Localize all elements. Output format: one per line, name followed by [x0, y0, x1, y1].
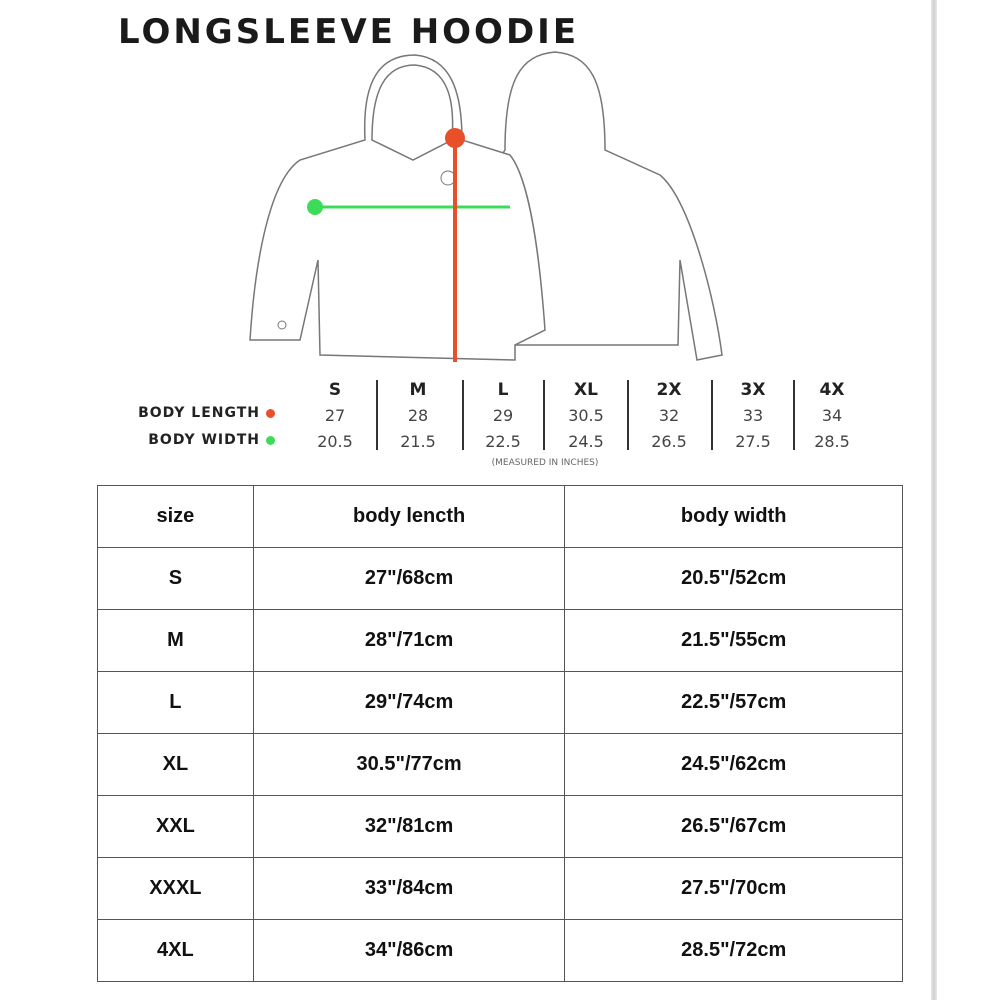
divider [543, 380, 545, 450]
size-header: 4X [819, 380, 845, 400]
page-title: LONGSLEEVE HOODIE [118, 12, 580, 52]
header-body-length: body lencth [253, 486, 565, 548]
table-row [98, 672, 903, 734]
table-row [98, 920, 903, 982]
width-cell: 26.5"/67cm [565, 796, 903, 858]
length-value: 32 [658, 406, 680, 425]
length-cell: 27"/68cm [253, 548, 565, 610]
green-dot-icon [266, 436, 275, 445]
table-row [98, 858, 903, 920]
size-header: L [497, 380, 509, 400]
width-cell: 20.5"/52cm [565, 548, 903, 610]
length-value: 30.5 [568, 406, 604, 425]
table-row [98, 548, 903, 610]
length-cell: 29"/74cm [253, 672, 565, 734]
size-cell: 4XL [98, 920, 254, 982]
size-cell: L [98, 672, 254, 734]
body-width-marker [307, 199, 323, 215]
length-cell: 30.5"/77cm [253, 734, 565, 796]
length-value: 27 [324, 406, 346, 425]
size-header: S [328, 380, 342, 400]
width-value: 26.5 [651, 432, 687, 451]
size-cell: XXL [98, 796, 254, 858]
divider [462, 380, 464, 450]
size-header: XL [574, 380, 598, 400]
divider [627, 380, 629, 450]
table-row [98, 734, 903, 796]
size-header: 3X [740, 380, 766, 400]
body-length-label: BODY LENGTH [138, 405, 275, 421]
table-header-row [98, 486, 903, 548]
width-value: 24.5 [568, 432, 604, 451]
width-cell: 28.5"/72cm [565, 920, 903, 982]
length-value: 33 [742, 406, 764, 425]
size-cell: M [98, 610, 254, 672]
divider [376, 380, 378, 450]
width-cell: 24.5"/62cm [565, 734, 903, 796]
length-value: 34 [821, 406, 843, 425]
width-cell: 27.5"/70cm [565, 858, 903, 920]
length-cell: 32"/81cm [253, 796, 565, 858]
size-cell: S [98, 548, 254, 610]
length-cell: 33"/84cm [253, 858, 565, 920]
body-length-marker [445, 128, 465, 148]
divider [793, 380, 795, 450]
table-row [98, 796, 903, 858]
table-row [98, 610, 903, 672]
length-cell: 28"/71cm [253, 610, 565, 672]
units-note: (MEASURED IN INCHES) [491, 458, 599, 468]
size-cell: XL [98, 734, 254, 796]
length-value: 29 [492, 406, 514, 425]
width-value: 22.5 [485, 432, 521, 451]
size-table [97, 485, 903, 982]
body-width-label: BODY WIDTH [148, 432, 275, 448]
size-header: 2X [656, 380, 682, 400]
red-dot-icon [266, 409, 275, 418]
logo-icon [441, 171, 455, 185]
hoodie-illustration [0, 0, 1000, 380]
length-value: 28 [407, 406, 429, 425]
width-value: 28.5 [814, 432, 850, 451]
size-cell: XXXL [98, 858, 254, 920]
header-size: size [98, 486, 254, 548]
width-cell: 21.5"/55cm [565, 610, 903, 672]
width-value: 27.5 [735, 432, 771, 451]
width-value: 21.5 [400, 432, 436, 451]
size-header: M [409, 380, 427, 400]
divider [711, 380, 713, 450]
width-value: 20.5 [317, 432, 353, 451]
length-cell: 34"/86cm [253, 920, 565, 982]
width-cell: 22.5"/57cm [565, 672, 903, 734]
header-body-width: body width [565, 486, 903, 548]
